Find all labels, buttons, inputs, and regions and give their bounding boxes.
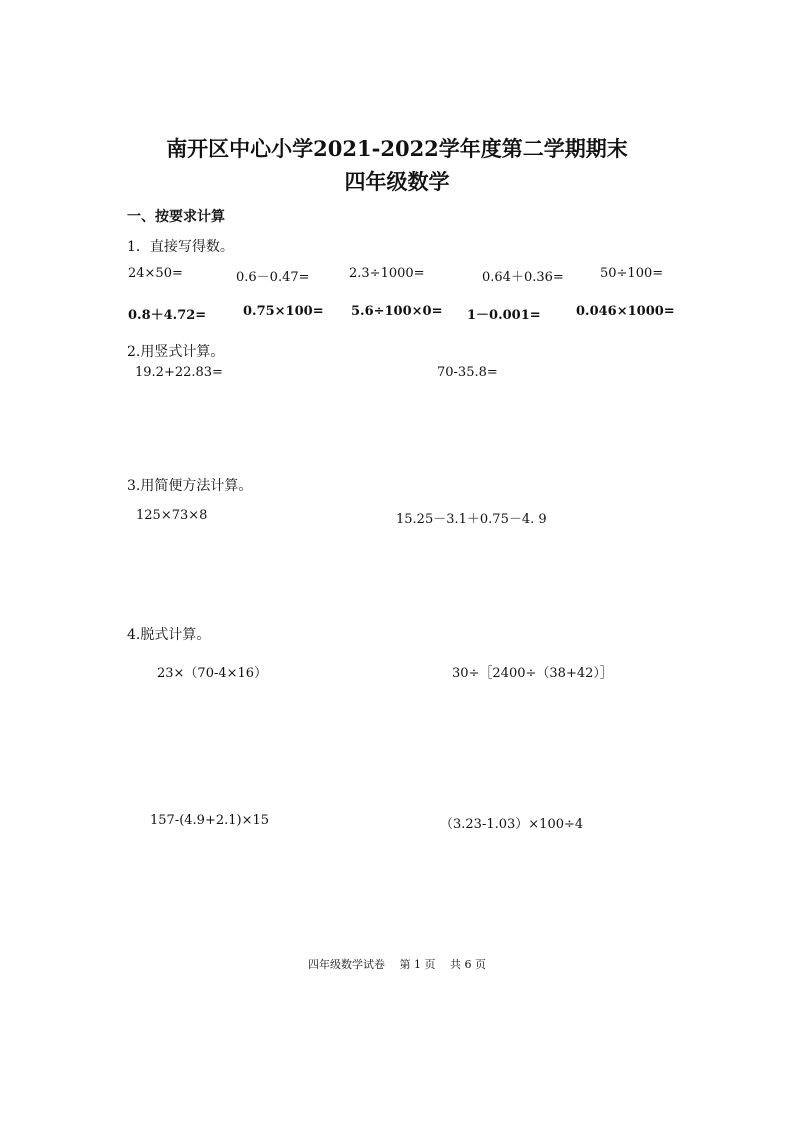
oral-calc-item: 1－0.001= <box>467 308 541 323</box>
page-title: 南开区中心小学2021-2022学年度第二学期期末 <box>166 136 628 161</box>
oral-calc-item: 5.6÷100×0= <box>351 304 443 319</box>
oral-calc-item: 0.046×1000= <box>576 304 675 319</box>
step-calc-item: 23×（70-4×16） <box>157 666 268 681</box>
vertical-calc-item: 19.2+22.83= <box>135 365 223 380</box>
page-footer: 四年级数学试卷 第 1 页 共 6 页 <box>308 958 486 971</box>
oral-calc-item: 2.3÷1000= <box>349 266 425 281</box>
oral-calc-item: 50÷100= <box>600 266 664 281</box>
vertical-calc-item: 70-35.8= <box>437 365 498 380</box>
oral-calc-item: 0.6－0.47= <box>236 270 310 285</box>
simplify-calc-item: 125×73×8 <box>136 508 208 523</box>
step-calc-item: （3.23-1.03）×100÷4 <box>440 817 584 832</box>
section-heading: 一、按要求计算 <box>127 209 225 225</box>
step-calc-item: 30÷［2400÷（38+42）］ <box>452 666 613 681</box>
question-1-label: 1．直接写得数。 <box>127 239 234 255</box>
oral-calc-item: 0.8＋4.72= <box>128 308 207 323</box>
oral-calc-item: 0.64＋0.36= <box>482 270 564 285</box>
question-3-label: 3.用简便方法计算。 <box>127 478 253 494</box>
oral-calc-item: 0.75×100= <box>243 304 324 319</box>
question-2-label: 2.用竖式计算。 <box>127 344 225 360</box>
question-4-label: 4.脱式计算。 <box>127 627 211 643</box>
page-subtitle: 四年级数学 <box>344 169 450 194</box>
step-calc-item: 157-(4.9+2.1)×15 <box>150 813 270 828</box>
simplify-calc-item: 15.25－3.1＋0.75－4. 9 <box>396 512 547 527</box>
oral-calc-item: 24×50= <box>128 266 183 281</box>
